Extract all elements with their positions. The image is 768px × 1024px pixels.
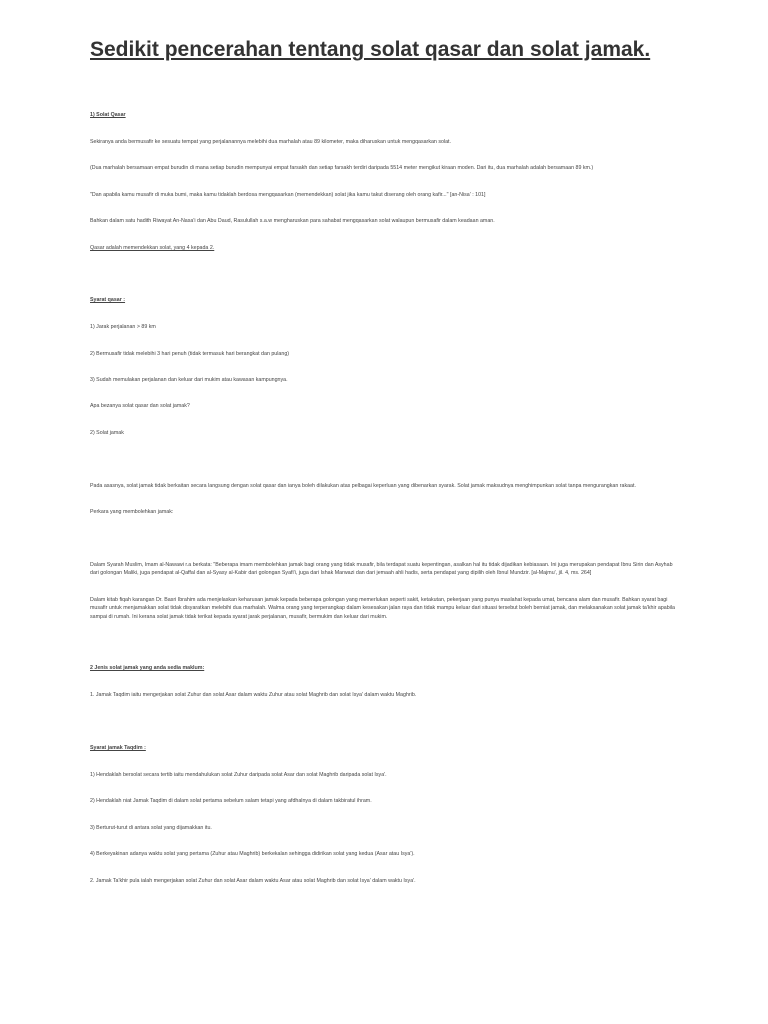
list-item: 2) Hendaklah niat Jamak Taqdim di dalam solat pertama sebelum salam tetapi yang afdhalnya di dalam takbiratul ihram. bbox=[90, 798, 372, 804]
list-item: 3) Berturut-turut di antara solat yang dijamakkan itu. bbox=[90, 825, 212, 831]
paragraph: Bahkan dalam satu hadith Riwayat An-Nasa'i dan Abu Daud, Rasulullah s.a.w mengharuskan para sahabat mengqasarkan solat walaupun bermusafir dalam keadaan aman. bbox=[90, 218, 495, 224]
paragraph: Pada asasnya, solat jamak tidak berkaitan secara langsung dengan solat qasar dan ianya boleh dilakukan atas pelbagai keperluan yang dibenarkan syarak. Solat jamak maksudnya menghimpunkan solat tanpa mengurangkan rakaat. bbox=[90, 483, 636, 489]
paragraph: 2. Jamak Ta'khir pula ialah mengerjakan solat Zuhur dan solat Asar dalam waktu Asar atau solat Maghrib dan solat Isya' dalam waktu Isya'. bbox=[90, 878, 416, 884]
paragraph: "Dan apabila kamu musafir di muka bumi, maka kamu tidaklah berdosa mengqasarkan (memendekkan) solat jika kamu takut diserang oleh orang kafir..." [an-Nisa' : 101] bbox=[90, 192, 486, 198]
list-item: 1) Jarak perjalanan > 89 km bbox=[90, 324, 156, 330]
paragraph: (Dua marhalah bersamaan empat burudin di mana setiap burudin mempunyai empat farsakh dan setiap farsakh terdiri daripada 5514 meter mengikut kiraan moden. Dari itu, dua marhalah adalah bersamaan 89 km.) bbox=[90, 165, 594, 171]
section-heading-solat-qasar: 1) Solat Qasar bbox=[90, 112, 126, 118]
list-item: 1) Hendaklah bersolat secara tertib iaitu mendahulukan solat Zuhur daripada solat Asar dan solat Maghrib daripada solat Isya'. bbox=[90, 772, 387, 778]
paragraph: 1. Jamak Taqdim iaitu mengerjakan solat Zuhur dan solat Asar dalam waktu Zuhur atau solat Maghrib dan solat Isya' dalam waktu Maghrib. bbox=[90, 692, 417, 698]
paragraph: Dalam kitab fiqah karangan Dr. Basri Ibrahim ada menjelaskan keharusan jamak kepada beberapa golongan yang memerlukan seperti sakit, ketakutan, pekerjaan yang punya maslahat kepada umat, bencana alam dan musafir. Bahkan syarat bagi musafir untuk menjamakkan solat tidak disyaratkan melebihi dua marhalah. Walma orang yang terperangkap dalam kesesakan jalan raya dan tidak mampu keluar dari situasi tersebut boleh berniat jamak, dan melaksanakan solat jamak ta'khir apabila sampai di rumah. Ini kerana solat jamak tidak terikat kepada syarat jarak perjalanan, musafir, bermukim dan keluar dari mukim. bbox=[90, 597, 675, 620]
section-heading-syarat-jamak-taqdim: Syarat jamak Taqdim : bbox=[90, 745, 146, 751]
section-heading-jenis-jamak: 2 Jenis solat jamak yang anda sedia maklum: bbox=[90, 665, 205, 671]
section-heading-syarat-qasar: Syarat qasar : bbox=[90, 297, 126, 303]
list-item: 3) Sudah memulakan perjalanan dan keluar dari mukim atau kawasan kampungnya. bbox=[90, 377, 288, 383]
paragraph: Perkara yang membolehkan jamak: bbox=[90, 509, 174, 515]
paragraph: Sekiranya anda bermusafir ke sesuatu tempat yang perjalanannya melebihi dua marhalah atau 89 kilometer, maka diharuskan untuk mengqasarkan solat. bbox=[90, 139, 451, 145]
paragraph: Apa bezanya solat qasar dan solat jamak? bbox=[90, 403, 190, 409]
paragraph-qasar-definition: Qasar adalah memendekkan solat, yang 4 kepada 2. bbox=[90, 245, 215, 251]
document-title: Sedikit pencerahan tentang solat qasar dan solat jamak. bbox=[90, 38, 651, 61]
list-item: 4) Berkeyakinan adanya waktu solat yang pertama (Zuhur atau Maghrib) berkekalan sehingga didirikan solat yang kedua (Asar atau Isya'). bbox=[90, 851, 415, 857]
paragraph: Dalam Syarah Muslim, Imam al-Nawawi r.a berkata: "Beberapa imam membolehkan jamak bagi orang yang tidak musafir, bila terdapat suatu kepentingan, asalkan hal itu tidak dijadikan kebiasaan. Ini juga merupakan pendapat Ibnu Sirin dan Asyhab dari golongan Maliki, juga pendapat al-Qaffal dan al-Syasy al-Kabir dari golongan Syafi'i, juga dari Ishak Marwazi dan dari jemaah ahli hadis, serta pendapat yang dipilih oleh Ibnul Mundzir. [al-Majmu', jil. 4, ms. 264] bbox=[90, 562, 673, 577]
list-item: 2) Bermusafir tidak melebihi 3 hari penuh (tidak termasuk hari berangkat dan pulang) bbox=[90, 351, 290, 357]
section-heading-solat-jamak: 2) Solat jamak bbox=[90, 430, 124, 436]
